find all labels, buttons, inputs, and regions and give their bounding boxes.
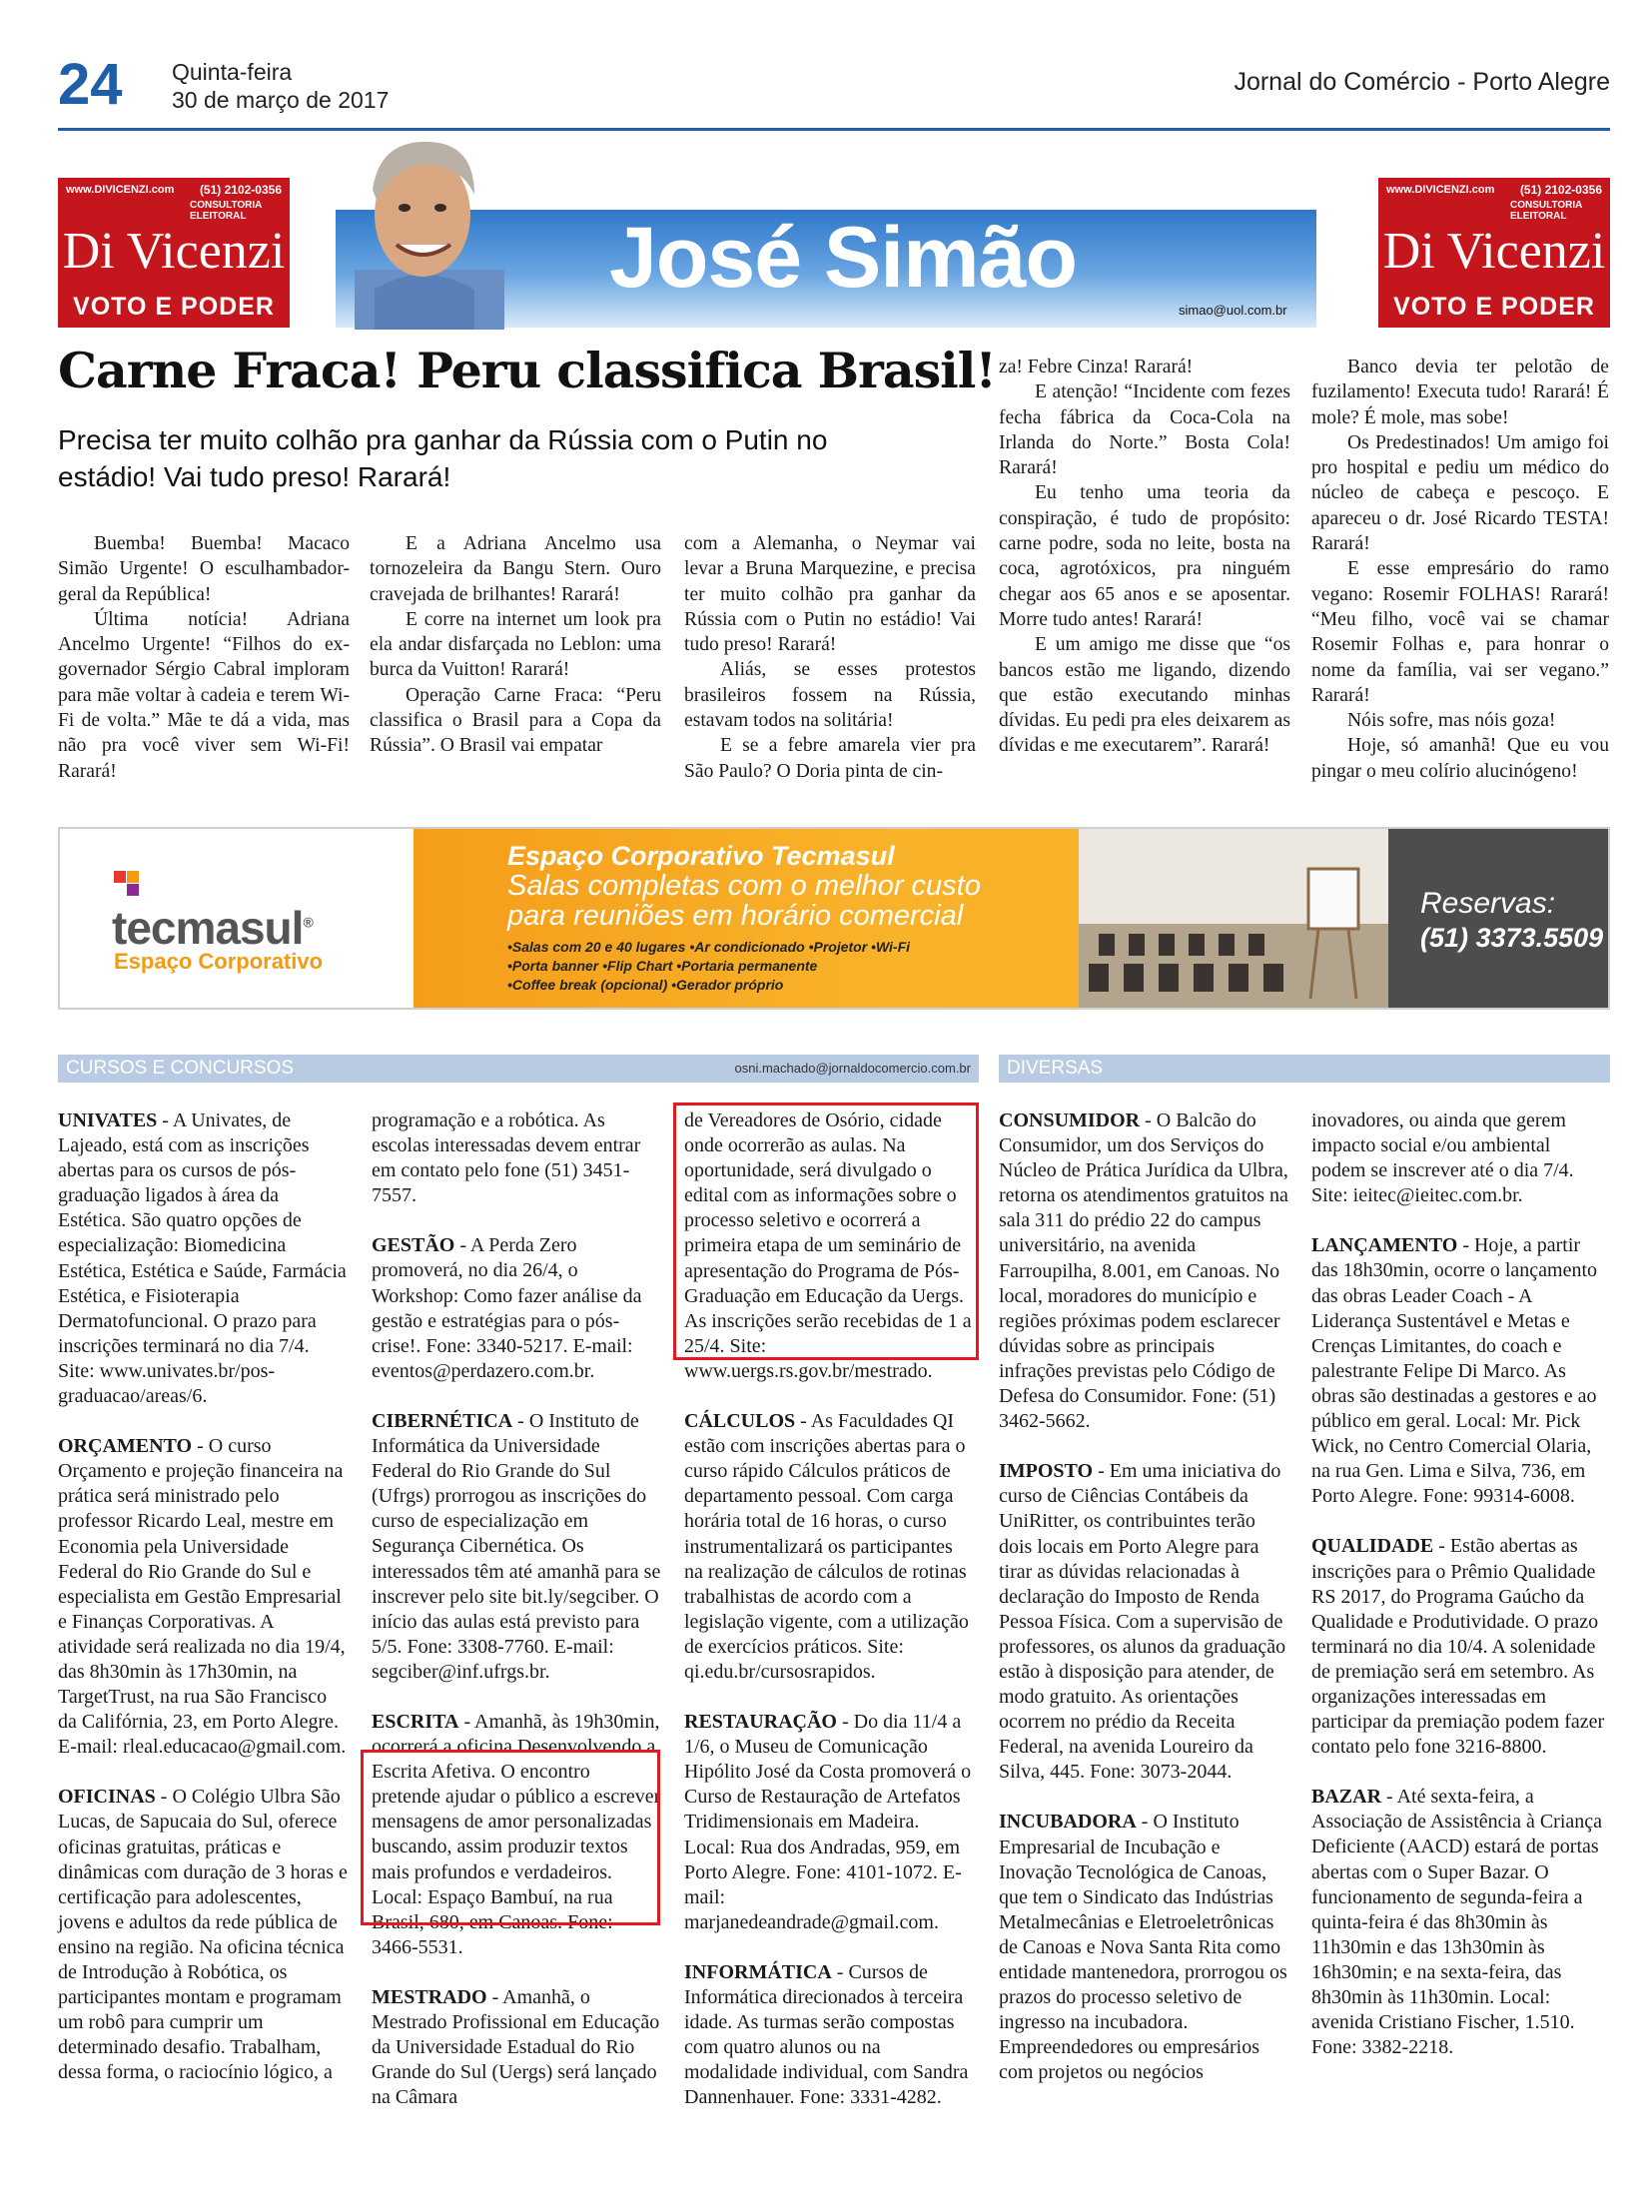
brief-text: - Estão abertas as inscrições para o Prêmio Qualidade RS 2017, do Programa Gaúcho da Qualidade e Produtividade. O prazo terminará no dia 10/4. A solenidade de premiação será em setembro. As organizações interessadas em participar da premiação podem fazer contato pelo fone 3216-8800.	[1311, 1535, 1605, 1759]
brief-text: - Até sexta-feira, a Associação de Assistência à Criança Deficiente (AACD) estará de portas abertas com o Super Bazar. O funcionamento de segunda-feira a quinta-feira é das 8h30min às 11h30min e das 13h30min às 16h30min; e na sexta-feira, das 8h30min às 11h30min. Local: avenida Cristiano Fischer, 1.510. Fone: 3382-2218.	[1311, 1786, 1603, 2059]
brief-heading: RESTAURAÇÃO	[684, 1711, 837, 1734]
brief-text: - O Colégio Ulbra São Lucas, de Sapucaia do Sul, oferece oficinas gratuitas, práticas e dinâmicas com duração de 3 horas e certificação para adolescentes, jovens e adultos da rede pública de ensino na região. Na oficina técnica de Introdução à Robótica, os participantes montam e programam um robô para cumprir um determinado desafio. Trabalham, dessa forma, o raciocínio lógico, a	[58, 1786, 348, 2084]
brief-text: - Amanhã, o Mestrado Profissional em Educação da Universidade Estadual do Rio Grande do Sul (Uergs) será lançado na Câmara	[372, 1985, 660, 2109]
tecmasul-ad[interactable]	[58, 827, 1610, 1010]
brief-item	[58, 1108, 348, 1409]
brief-item	[684, 1960, 974, 2111]
ad-tagline-2: para reuniões em horário comercial	[507, 900, 964, 932]
brief-text: - A Perda Zero promoverá, no dia 26/4, o Workshop: Como fazer análise da gestão e estratégias para o pós-crise!. Fone: 3340-5217. E-mail: eventos@perdazero.com.br.	[372, 1234, 642, 1382]
columnist-email[interactable]: simao@uol.com.br	[1179, 303, 1287, 318]
article-column-2	[370, 531, 661, 759]
paragraph: E esse empresário do ramo vegano: Rosemir FOLHAS! Rarará! “Meu filho, você vai se chamar Rosemir Folhas e, para honrar o nome da família, vai ser vegano.” Rarará!	[1311, 558, 1609, 706]
brief-item	[372, 1409, 661, 1685]
brief-heading: QUALIDADE	[1311, 1535, 1434, 1558]
tecmasul-logo: tecmasul®	[112, 902, 313, 954]
brief-item	[1311, 1108, 1606, 1208]
ad-brand: Di Vicenzi	[1382, 223, 1606, 280]
brief-item	[999, 1810, 1288, 2085]
divicenzi-ad-left[interactable]	[58, 178, 290, 328]
article-column-4	[999, 355, 1290, 759]
brief-text: inovadores, ou ainda que gerem impacto social e/ou ambiental podem se inscrever até o dia 7/4. Site: ieitec@ieitec.com.br.	[1311, 1109, 1574, 1207]
brief-text: programação e a robótica. As escolas interessadas devem entrar em contato pelo fone (51) 3451-7557.	[372, 1109, 641, 1207]
columnist-name: José Simão	[609, 210, 1077, 306]
ad-tagline-1: Salas completas com o melhor custo	[507, 870, 981, 902]
header-rule	[58, 128, 1610, 131]
brief-text: - As Faculdades QI estão com inscrições abertas para o curso rápido Cálculos práticos de departamento pessoal. Com carga horária total de 16 horas, o curso instrumentalizará os participantes na realização de cálculos de rotinas trabalhistas de acordo com a legislação vigente, com a utilização de exercícios práticos. Site: qi.edu.br/cursosrapidos.	[684, 1410, 969, 1683]
brief-item	[999, 1459, 1288, 1785]
highlight-box-mestrado	[361, 1750, 660, 1925]
brief-heading: BAZAR	[1311, 1786, 1382, 1809]
ad-brand: Di Vicenzi	[62, 223, 286, 280]
ad-phone: (51) 2102-0356	[1519, 183, 1602, 197]
paragraph: E corre na internet um look pra ela andar disfarçada no Leblon: uma burca da Vuitton! Rarará!	[370, 608, 661, 681]
paragraph: Hoje, só amanhã! Que eu vou pingar o meu colírio alucinógeno!	[1311, 735, 1609, 782]
brief-heading: CÁLCULOS	[684, 1410, 796, 1433]
date: 30 de março de 2017	[172, 87, 390, 113]
paragraph: Nóis sofre, mas nóis goza!	[1347, 710, 1556, 732]
brief-text: - Do dia 11/4 a 1/6, o Museu de Comunicação Hipólito José da Costa promoverá o Curso de Restauração de Artefatos Tridimensionais em Madeira. Local: Rua dos Andradas, 959, em Porto Alegre. Fone: 4101-1072. E-mail: marjanedeandrade@gmail.com.	[684, 1711, 972, 1933]
paragraph: Buemba! Buemba! Macaco Simão Urgente! O esculhambador-geral da República!	[58, 533, 350, 605]
section-title: DIVERSAS	[1007, 1058, 1104, 1079]
brief-item	[1311, 1233, 1606, 1509]
ad-tagline: CONSULTORIA ELEITORAL	[190, 200, 263, 222]
cursos-column-2	[372, 1108, 661, 2135]
highlight-box-uergs	[673, 1103, 979, 1360]
brief-item	[58, 1785, 348, 2085]
brief-text: - O Instituto de Informática da Universidade Federal do Rio Grande do Sul (Ufrgs) prorrogou as inscrições do curso de especialização em Segurança Cibernética. Os interessados têm até amanhã para se inscrever pelo site bit.ly/segciber. O início das aulas está previsto para 5/5. Fone: 3308-7760. E-mail: segciber@inf.ufrgs.br.	[372, 1409, 661, 1683]
tecmasul-logo-icon	[114, 871, 140, 897]
cursos-column-1	[58, 1108, 348, 2110]
brief-heading: CIBERNÉTICA	[372, 1409, 513, 1432]
ad-tagline: CONSULTORIA ELEITORAL	[1510, 200, 1583, 222]
paragraph: Os Predestinados! Um amigo foi pro hospital e pediu um médico do núcleo de cabeça e pescoço. E apareceu o dr. José Ricardo TESTA! Rarará!	[1311, 431, 1609, 555]
brief-item	[372, 1985, 661, 2110]
brief-text: - Cursos de Informática direcionados à terceira idade. As turmas serão compostas com quatro alunos ou na modalidade individual, com Sandra Dannenhauer. Fone: 3331-4282.	[684, 1960, 969, 2109]
paragraph: Banco devia ter pelotão de fuzilamento! Executa tudo! Rarará! É mole? É mole, mas sobe!	[1311, 357, 1609, 428]
ad-url: www.DIVICENZI.com	[66, 184, 175, 196]
article-column-5	[1311, 355, 1609, 784]
brief-text: - Hoje, a partir das 18h30min, ocorre o lançamento das obras Leader Coach - A Liderança Sustentável e Metas e Crenças Limitantes, do coach e palestrante Felipe Di Marco. As obras são destinadas a gestores e ao público em geral. Local: Mr. Pick Wick, no Centro Comercial Olaria, na rua Gen. Lima e Silva, 736, em Porto Alegre. Fone: 99314-6008.	[1311, 1234, 1598, 1508]
brief-item	[372, 1108, 661, 1208]
article-subhead: Precisa ter muito colhão pra ganhar da Rússia com o Putin no estádio! Vai tudo preso! Rarará!	[58, 424, 828, 492]
paragraph: E atenção! “Incidente com fezes fecha fábrica da Coca-Cola na Irlanda do Norte.” Bosta Cola! Rarará!	[999, 381, 1290, 479]
ad-features-3: •Coffee break (opcional) •Gerador próprio	[507, 977, 784, 993]
section-title: CURSOS E CONCURSOS	[66, 1058, 295, 1079]
brief-heading: ORÇAMENTO	[58, 1435, 193, 1458]
brief-heading: GESTÃO	[372, 1234, 455, 1257]
brief-text: - Amanhã, às 19h30min, ocorrerá a oficina Desenvolvendo a Escrita Afetiva. O encontro pretende ajudar o público a escrever mensagens de amor personalizadas buscando, assim produzir textos mais profundos e verdadeiros. Local: Espaço Bambuí, na rua Brasil, 680, em Canoas. Fone: 3466-5531.	[372, 1710, 661, 1958]
ad-url: www.DIVICENZI.com	[1386, 184, 1495, 196]
brief-heading: LANÇAMENTO	[1311, 1234, 1458, 1257]
ad-features-1: •Salas com 20 e 40 lugares •Ar condicionado •Projetor •Wi-Fi	[507, 939, 911, 955]
brief-heading: IMPOSTO	[999, 1460, 1094, 1483]
brief-text: - O curso Orçamento e projeção financeira na prática será ministrado pelo professor Ricardo Leal, mestre em Economia pela Universidade Federal do Rio Grande do Sul e especialista em Gestão Empresarial e Finanças Corporativas. A atividade será realizada no dia 19/4, das 8h30min às 17h30min, na TargetTrust, na rua São Francisco da Califórnia, 23, em Porto Alegre. E-mail: rleal.educacao@gmail.com.	[58, 1435, 347, 1759]
paragraph: za! Febre Cinza! Rarará!	[999, 357, 1194, 377]
paragraph: Eu tenho uma teoria da conspiração, é tudo de propósito: carne podre, soda no leite, bosta na coca, agrotóxicos, pra ninguém chegar aos 65 anos e se aposentar. Morre tudo antes! Rarará!	[999, 482, 1290, 630]
reservas-label: Reservas:	[1420, 887, 1556, 920]
brief-text: - O Balcão do Consumidor, um dos Serviços do Núcleo de Prática Jurídica da Ulbra, retorna os atendimentos gratuitos na sala 311 do prédio 22 do campus universitário, na avenida Farroupilha, 8.001, em Canoas. No local, moradores do município e regiões próximas podem esclarecer dúvidas sobre as principais infrações previstas pelo Código de Defesa do Consumidor. Fone: (51) 3462-5662.	[999, 1109, 1288, 1433]
brief-text: de Vereadores de Osório, cidade onde ocorrerão as aulas. Na oportunidade, será divulgado o edital com as informações sobre o processo seletivo e ocorrerá a primeira etapa de um seminário de apresentação do Programa de Pós-Graduação em Educação da Uergs. As inscrições serão recebidas de 1 a 25/4. Site: www.uergs.rs.gov.br/mestrado.	[684, 1109, 972, 1382]
paragraph: Operação Carne Fraca: “Peru classifica o Brasil para a Copa da Rússia”. O Brasil vai empatar	[370, 684, 661, 757]
brief-heading: INCUBADORA	[999, 1811, 1137, 1834]
ad-features-2: •Porta banner •Flip Chart •Portaria permanente	[507, 958, 818, 974]
brief-item	[1311, 1534, 1606, 1760]
article-column-3	[684, 531, 976, 784]
article-column-1	[58, 531, 350, 784]
diversas-column-2	[1311, 1108, 1606, 2085]
edition-date	[172, 58, 389, 114]
paragraph: Última notícia! Adriana Ancelmo Urgente! “Filhos do ex-governador Sérgio Cabral imploram para mãe voltar à cadeia e terem Wi-Fi de volta.” Mãe te dá a vida, mas não pra você viver sem Wi-Fi! Rarará!	[58, 608, 350, 782]
brief-item	[684, 1409, 974, 1685]
reservas-phone[interactable]: (51) 3373.5509	[1420, 923, 1604, 953]
ad-phone: (51) 2102-0356	[199, 183, 282, 197]
brief-item	[1311, 1785, 1606, 2060]
divicenzi-ad-right[interactable]	[1378, 178, 1610, 328]
brief-item	[372, 1233, 661, 1384]
meeting-room-photo	[1079, 829, 1388, 1008]
paragraph: com a Alemanha, o Neymar vai levar a Bruna Marquezine, e precisa ter muito colhão pra ganhar da Rússia com o Putin no estádio! Vai tudo preso! Rarará!	[684, 533, 976, 656]
brief-text: - Em uma iniciativa do curso de Ciências Contábeis da UniRitter, os contribuintes terão dois locais em Porto Alegre para tirar as dúvidas relacionadas à declaração do Imposto de Renda Pessoa Física. Com a supervisão de professores, os alunos da graduação estão à disposição para atender, de modo gratuito. As orientações ocorrem no prédio da Receita Federal, na avenida Loureiro da Silva, 445. Fone: 3073-2044.	[999, 1460, 1286, 1784]
ad-title: Espaço Corporativo Tecmasul	[507, 841, 895, 871]
paragraph: E se a febre amarela vier pra São Paulo? O Doria pinta de cin-	[684, 735, 976, 782]
brief-heading: OFICINAS	[58, 1786, 156, 1809]
brief-text: - O Instituto Empresarial de Incubação e Inovação Tecnológica de Canoas, que tem o Sindicato das Indústrias Metalmecânias e Eletroeletrônicas de Canoas e Nova Santa Rita como entidade mantenedora, prorrogou os prazos do processo seletivo de ingresso na incubadora. Empreendedores ou empresários com projetos ou negócios	[999, 1811, 1287, 2084]
brief-heading: ESCRITA	[372, 1710, 459, 1733]
weekday: Quinta-feira	[172, 59, 293, 85]
newspaper-name: Jornal do Comércio - Porto Alegre	[1234, 68, 1610, 96]
brief-heading: UNIVATES	[58, 1109, 158, 1131]
brief-heading: MESTRADO	[372, 1985, 487, 2008]
page-number: 24	[58, 52, 123, 117]
brief-item	[999, 1108, 1288, 1434]
brief-heading: CONSUMIDOR	[999, 1109, 1141, 1131]
paragraph: E um amigo me disse que “os bancos estão me ligando, dizendo que estão executando minhas dívidas. Eu pedi pra eles deixarem as dívidas e me executarem”. Rarará!	[999, 634, 1290, 757]
paragraph: Aliás, se esses protestos brasileiros fossem na Rússia, estavam todos na solitária!	[684, 659, 976, 732]
paragraph: E a Adriana Ancelmo usa tornozeleira da Bangu Stern. Ouro cravejada de brilhantes! Rarará!	[370, 533, 661, 605]
brief-text: - A Univates, de Lajeado, está com as inscrições abertas para os cursos de pós-graduação ligados à área da Estética. São quatro opções de especialização: Biomedicina Estética, Estética e Saúde, Farmácia Estética, e Fisioterapia Dermatofuncional. O prazo para inscrições terminará no dia 7/4. Site: www.univates.br/pos-graduacao/areas/6.	[58, 1109, 347, 1408]
ad-slogan: VOTO E PODER	[1393, 293, 1595, 321]
section-email[interactable]: osni.machado@jornaldocomercio.com.br	[734, 1061, 971, 1076]
article-headline: Carne Fraca! Peru classifica Brasil!	[58, 342, 996, 399]
brief-item	[58, 1434, 348, 1760]
section-header-diversas	[999, 1055, 1610, 1083]
tecmasul-logo-sub: Espaço Corporativo	[114, 949, 324, 974]
ad-slogan: VOTO E PODER	[73, 293, 275, 321]
columnist-photo	[335, 120, 509, 330]
brief-heading: INFORMÁTICA	[684, 1960, 832, 1983]
diversas-column-1	[999, 1108, 1288, 2110]
section-header-cursos	[58, 1055, 979, 1083]
brief-item	[684, 1710, 974, 1935]
